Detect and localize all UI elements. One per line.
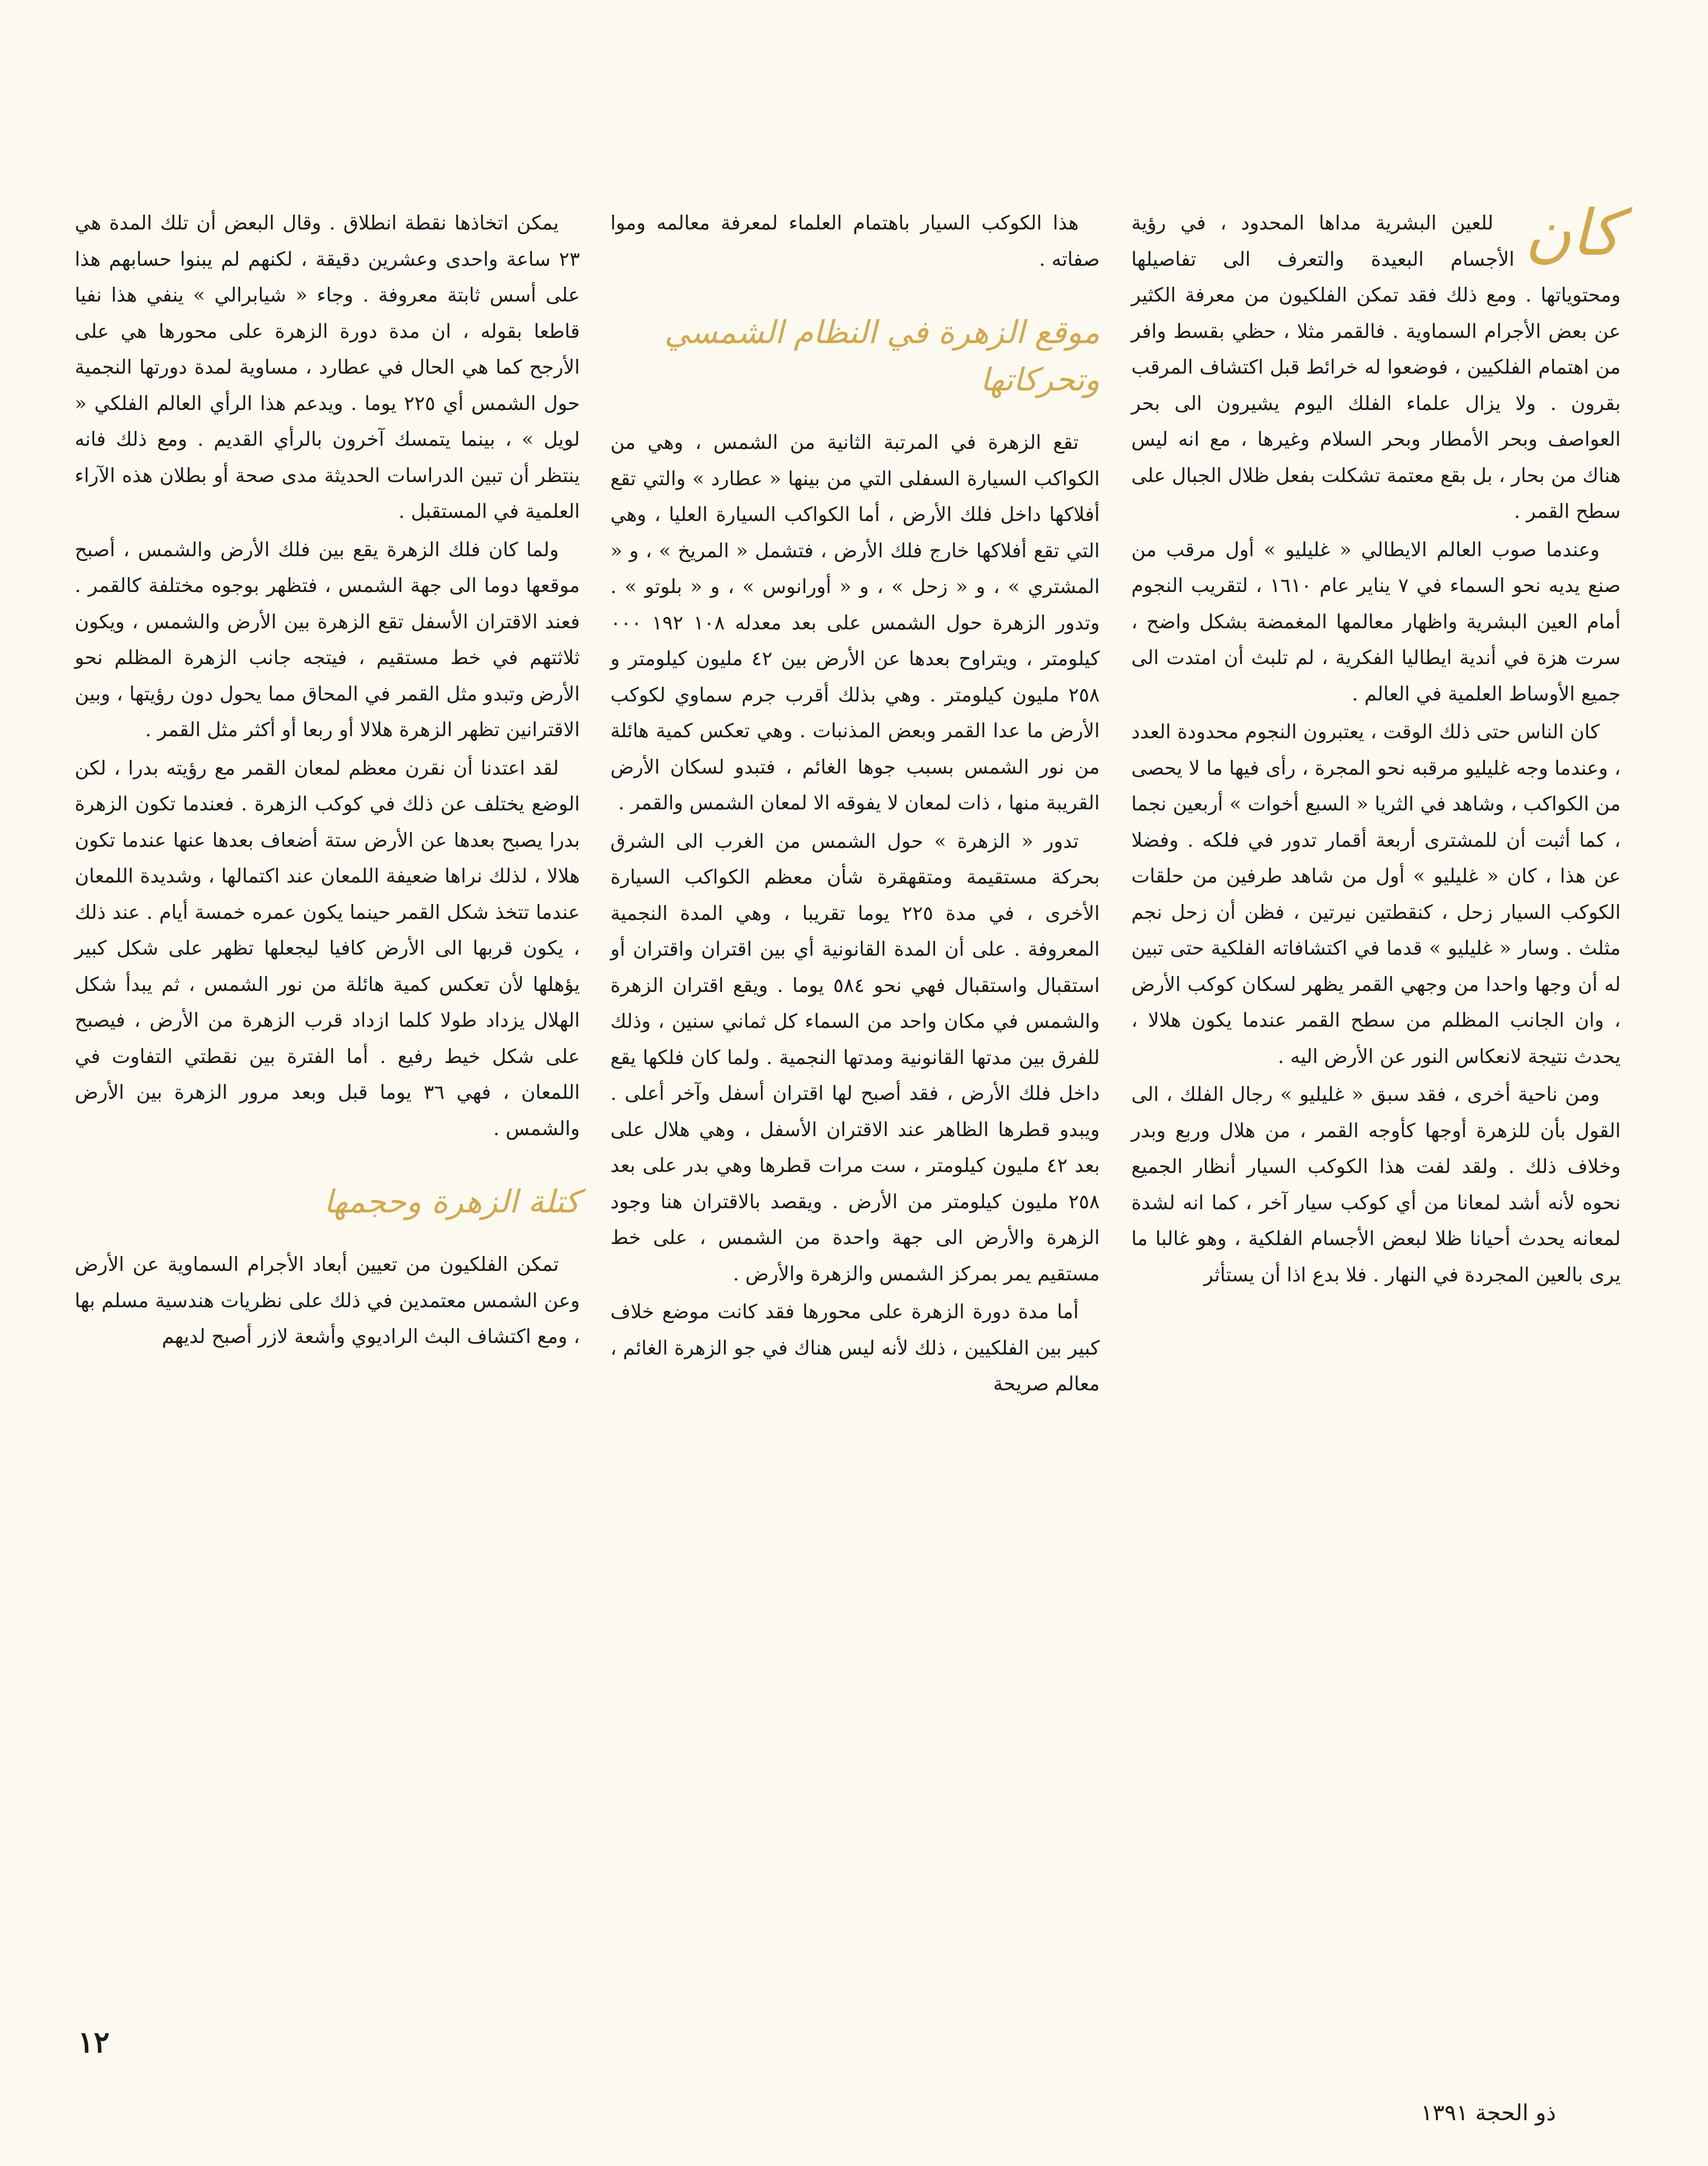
paragraph: يمكن اتخاذها نقطة انطلاق . وقال البعض أن تلك المدة هي ٢٣ ساعة واحدى وعشرين دقيقة ، لكنهم لم يبنوا حسابهم هذا على أسس ثابتة معروفة . وجاء « شيابرالي » ينفي هذا نفيا قاطعا بقوله ، ان مدة دورة الزهرة على محورها هي على الأرجح كما هي الحال في عطارد ، مساوية لمدة دورتها النجمية حول الشمس أي ٢٢٥ يوما . ويدعم هذا الرأي العالم الفلكي « لويل » ، بينما يتمسك آخرون بالرأي القديم . ومع ذلك فانه ينتظر أن تبين الدراسات الحديثة مدى صحة أو بطلان هذه الآراء العلمية في المستقبل . (75, 212, 580, 523)
paragraph: لقد اعتدنا أن نقرن معظم لمعان القمر مع رؤيته بدرا ، لكن الوضع يختلف عن ذلك في كوكب الزهرة . فعندما تكون الزهرة بدرا يصبح بعدها عن الأرض ستة أضعاف بعدها عنها عندما تكون هلالا ، لذلك نراها ضعيفة اللمعان عند اكتمالها ، وشديدة اللمعان عندما تتخذ شكل القمر حينما يكون عمره خمسة أيام . عند ذلك ، يكون قربها الى الأرض كافيا ليجعلها تظهر على شكل كبير يؤهلها لأن تعكس كمية هائلة من نور الشمس ، ثم يبدأ شكل الهلال يزداد طولا كلما ازداد قرب الزهرة من الأرض ، فيصبح على شكل خيط رفيع . أما الفترة بين نقطتي التفاوت في اللمعان ، فهي ٣٦ يوما قبل وبعد مرور الزهرة بين الأرض والشمس . (75, 756, 580, 1140)
paragraph: هذا الكوكب السيار باهتمام العلماء لمعرفة معالمه وموا صفاته . (610, 212, 1100, 270)
article-column-right (1131, 197, 1621, 1293)
paragraph: ولما كان فلك الزهرة يقع بين فلك الأرض والشمس ، أصبح موقعها دوما الى جهة الشمس ، فتظهر بوجوه مختلفة كالقمر . فعند الاقتران الأسفل تقع الزهرة بين الأرض والشمس ، ويكون ثلاثتهم في خط مستقيم ، فيتجه جانب الزهرة المظلم نحو الأرض وتبدو مثل القمر في المحاق مما يحول دون رؤيتها ، وبين الاقترانين تظهر الزهرة هلالا أو ربعا أو أكثر مثل القمر . (75, 538, 580, 741)
article-column-left (75, 205, 580, 1355)
paragraph: أما مدة دورة الزهرة على محورها فقد كانت موضع خلاف كبير بين الفلكيين ، ذلك لأنه ليس هناك في جو الزهرة الغائم ، معالم صريحة (610, 1300, 1100, 1395)
section-heading-venus-mass: كتلة الزهرة وحجمها (324, 1184, 580, 1220)
paragraph: للعين البشرية مداها المحدود ، في رؤية الأجسام البعيدة والتعرف الى تفاصيلها ومحتوياتها . ومع ذلك فقد تمكن الفلكيون من معرفة الكثير عن بعض الأجرام السماوية . فالقمر مثلا ، حظي بقسط وافر من اهتمام الفلكيين ، فوضعوا له خرائط قبل اكتشاف المرقب بقرون . ولا يزال علماء الفلك اليوم يشيرون الى بحر العواصف وبحر الأمطار وبحر السلام وغيرها ، مع انه ليس هناك من بحار ، بل بقع معتمة تشكلت بفعل ظلال الجبال على سطح القمر . (1131, 212, 1621, 523)
paragraph: وعندما صوب العالم الايطالي « غليليو » أول مرقب من صنع يديه نحو السماء في ٧ يناير عام ١٦١٠ ، لتقريب النجوم أمام العين البشرية واظهار معالمها المغمضة بشكل واضح ، سرت هزة في أندية ايطاليا الفكرية ، لم تلبث أن امتدت الى جميع الأوساط العلمية في العالم . (1131, 538, 1621, 705)
paragraph: تمكن الفلكيون من تعيين أبعاد الأجرام السماوية عن الأرض وعن الشمس معتمدين في ذلك على نظريات هندسية مسلم بها ، ومع اكتشاف البث الراديوي وأشعة لازر أصبح لديهم (75, 1253, 580, 1348)
article-column-middle (610, 205, 1100, 1402)
drop-cap: كان (1525, 197, 1621, 270)
paragraph: تدور « الزهرة » حول الشمس من الغرب الى الشرق بحركة مستقيمة ومتقهقرة شأن معظم الكواكب السيارة الأخرى ، في مدة ٢٢٥ يوما تقريبا ، وهي المدة النجمية المعروفة . على أن المدة القانونية أي بين اقتران واقتران أو استقبال واستقبال فهي نحو ٥٨٤ يوما . ويقع اقتران الزهرة والشمس في مكان واحد من السماء كل ثماني سنين ، وذلك للفرق بين مدتها القانونية ومدتها النجمية . ولما كان فلكها يقع داخل فلك الأرض ، فقد أصبح لها اقتران أسفل وآخر أعلى . ويبدو قطرها الظاهر عند الاقتران الأسفل ، وهي هلال على بعد ٤٢ مليون كيلومتر ، ست مرات قطرها وهي بدر على بعد ٢٥٨ مليون كيلومتر من الأرض . ويقصد بالاقتران هنا وجود الزهرة والأرض الى جهة واحدة من الشمس ، على خط مستقيم يمر بمركز الشمس والزهرة والأرض . (610, 829, 1100, 1285)
paragraph: تقع الزهرة في المرتبة الثانية من الشمس ، وهي من الكواكب السيارة السفلى التي من بينها « عطارد » والتي تقع أفلاكها داخل فلك الأرض ، أما الكواكب السيارة العليا ، وهي التي تقع أفلاكها خارج فلك الأرض ، فتشمل « المريخ » ، و « المشتري » ، و « زحل » ، و « أورانوس » ، و « بلوتو » . وتدور الزهرة حول الشمس على بعد معدله ١٠٨ ١٩٢ ٠٠٠ كيلومتر ، ويتراوح بعدها عن الأرض بين ٤٢ مليون كيلومتر و ٢٥٨ مليون كيلومتر . وهي بذلك أقرب جرم سماوي لكوكب الأرض ما عدا القمر وبعض المذنبات . وهي تعكس كمية هائلة من نور الشمس بسبب جوها الغائم ، فتبدو لسكان الأرض القريبة منها ، ذات لمعان لا يفوقه الا لمعان الشمس والقمر . (610, 431, 1100, 814)
issue-date: ذو الحجة ١٣٩١ (1421, 2100, 1556, 2125)
paragraph: ومن ناحية أخرى ، فقد سبق « غليليو » رجال الفلك ، الى القول بأن للزهرة أوجها كأوجه القمر ، من هلال وربع وبدر وخلاف ذلك . ولقد لفت هذا الكوكب السيار أنظار الجميع نحوه لأنه أشد لمعانا من أي كوكب سيار آخر ، كما انه لشدة لمعانه يحدث أحيانا ظلا لبعض الأجسام الفلكية ، وهو غالبا ما يرى بالعين المجردة في النهار . فلا بدع اذا أن يستأثر (1131, 1083, 1621, 1286)
page-number: ١٢ (78, 2025, 110, 2060)
section-heading-venus-position: موقع الزهرة في النظام الشمسي وتحركاتها (664, 314, 1100, 398)
paragraph: كان الناس حتى ذلك الوقت ، يعتبرون النجوم محدودة العدد ، وعندما وجه غليليو مرقبه نحو المجرة ، رأى فيها ما لا يحصى من الكواكب ، وشاهد في الثريا « السبع أخوات » أربعين نجما ، كما أثبت أن للمشترى أربعة أقمار تدور في فلكه . وفضلا عن هذا ، كان « غليليو » أول من شاهد طرفين من حلقات الكوكب السيار زحل ، كنقطتين نيرتين ، فظن أن زحل نجم مثلث . وسار « غليليو » قدما في اكتشافاته الفلكية حتى تبين له أن وجها واحدا من وجهي القمر يظهر لسكان كوكب الأرض ، وان الجانب المظلم من سطح القمر عندما يكون هلالا ، يحدث نتيجة لانعكاس النور عن الأرض اليه . (1131, 720, 1621, 1068)
